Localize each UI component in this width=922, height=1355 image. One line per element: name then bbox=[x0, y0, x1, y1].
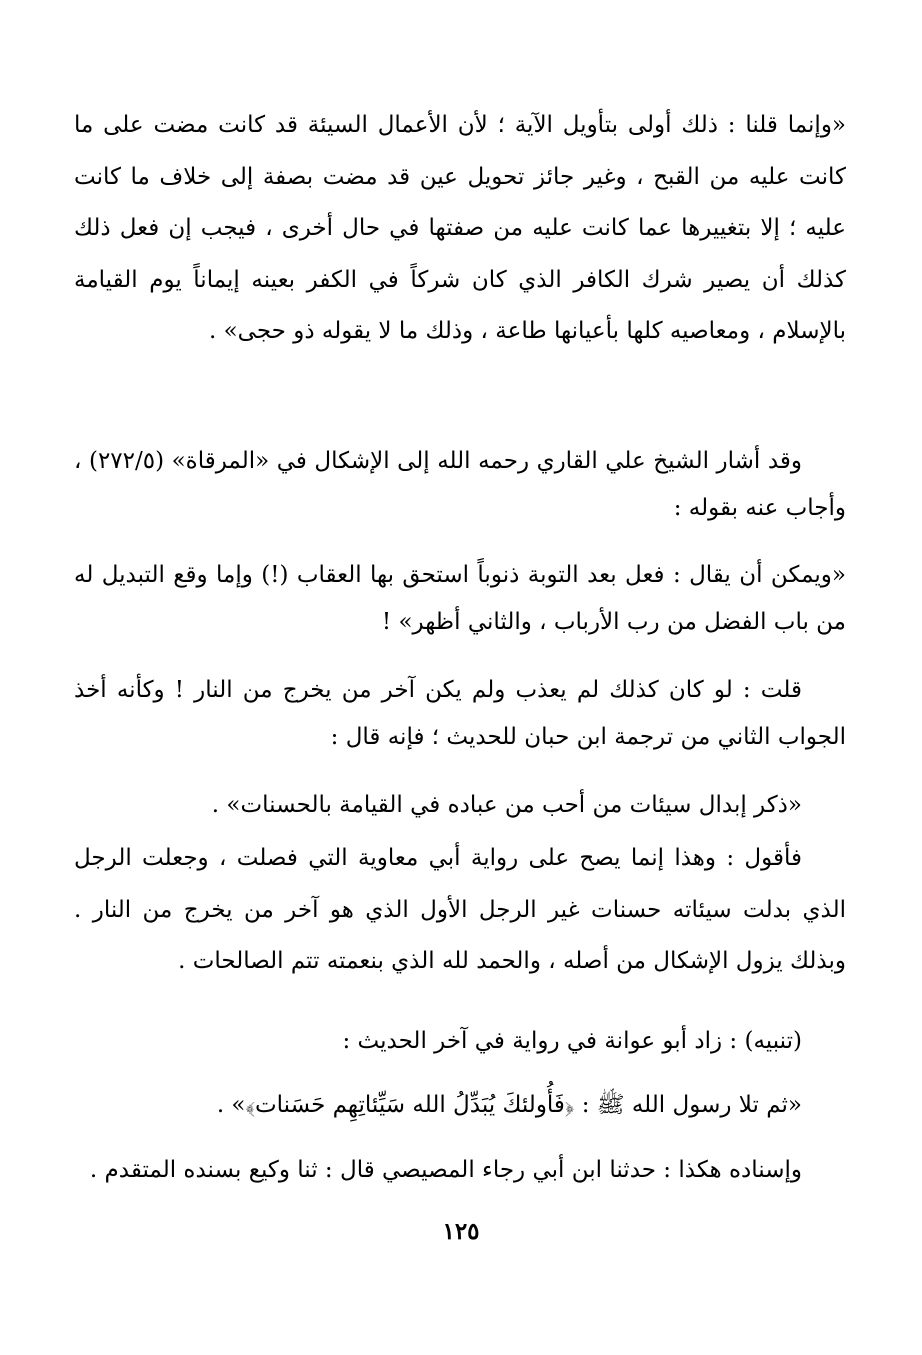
page-number: ١٢٥ bbox=[442, 1218, 480, 1245]
paragraph-isnad: وإسناده هكذا : حدثنا ابن أبي رجاء المصيصي قال : ثنا وكيع بسنده المتقدم . bbox=[89, 1157, 802, 1183]
paragraph-mirqat-note: وقد أشار الشيخ علي القاري رحمه الله إلى الإشكال في «المرقاة» (٢٧٢/٥) ، وأجاب عنه بقوله : bbox=[74, 448, 846, 521]
paragraph-ibn-hibban-title: «ذكر إبدال سيئات من أحب من عباده في القيامة بالحسنات» . bbox=[211, 792, 802, 818]
paragraph-quote-qari: «ويمكن أن يقال : فعل بعد التوبة ذنوباً استحق بها العقاب (!) وإما وقع التبديل له من باب الفضل من رب الأرباب ، والثاني أظهر» ! bbox=[74, 562, 846, 635]
paragraph-quote-tafsir: «وإنما قلنا : ذلك أولى بتأويل الآية ؛ لأن الأعمال السيئة قد كانت مضت على ما كانت عليه من القبح ، وغير جائز تحويل عين قد مضت بصفة إلى خلاف ما كانت عليه ؛ إلا بتغييرها عما كانت عليه من صفتها في حال أخرى ، فيجب إن فعل ذلك كذلك أن يصير شرك الكافر الذي كان شركاً في الكفر بعينه إيماناً يوم القيامة بالإسلام ، ومعاصيه كلها بأعيانها طاعة ، وذلك ما لا يقوله ذو حجى» . bbox=[74, 112, 846, 344]
paragraph-response: قلت : لو كان كذلك لم يعذب ولم يكن آخر من يخرج من النار ! وكأنه أخذ الجواب الثاني من ترجمة ابن حبان للحديث ؛ فإنه قال : bbox=[74, 677, 846, 750]
paragraph-note: (تنبيه) : زاد أبو عوانة في رواية في آخر الحديث : bbox=[342, 1028, 802, 1054]
paragraph-verse-quote: «ثم تلا رسول الله ﷺ : ﴿فَأُولئكَ يُبَدِّلُ الله سَيِّئاتِهِم حَسَنات﴾» . bbox=[216, 1092, 802, 1118]
paragraph-explanation: فأقول : وهذا إنما يصح على رواية أبي معاوية التي فصلت ، وجعلت الرجل الذي بدلت سيئاته حسنات غير الرجل الأول الذي هو آخر من يخرج من النار . وبذلك يزول الإشكال من أصله ، والحمد لله الذي بنعمته تتم الصالحات . bbox=[74, 845, 846, 974]
